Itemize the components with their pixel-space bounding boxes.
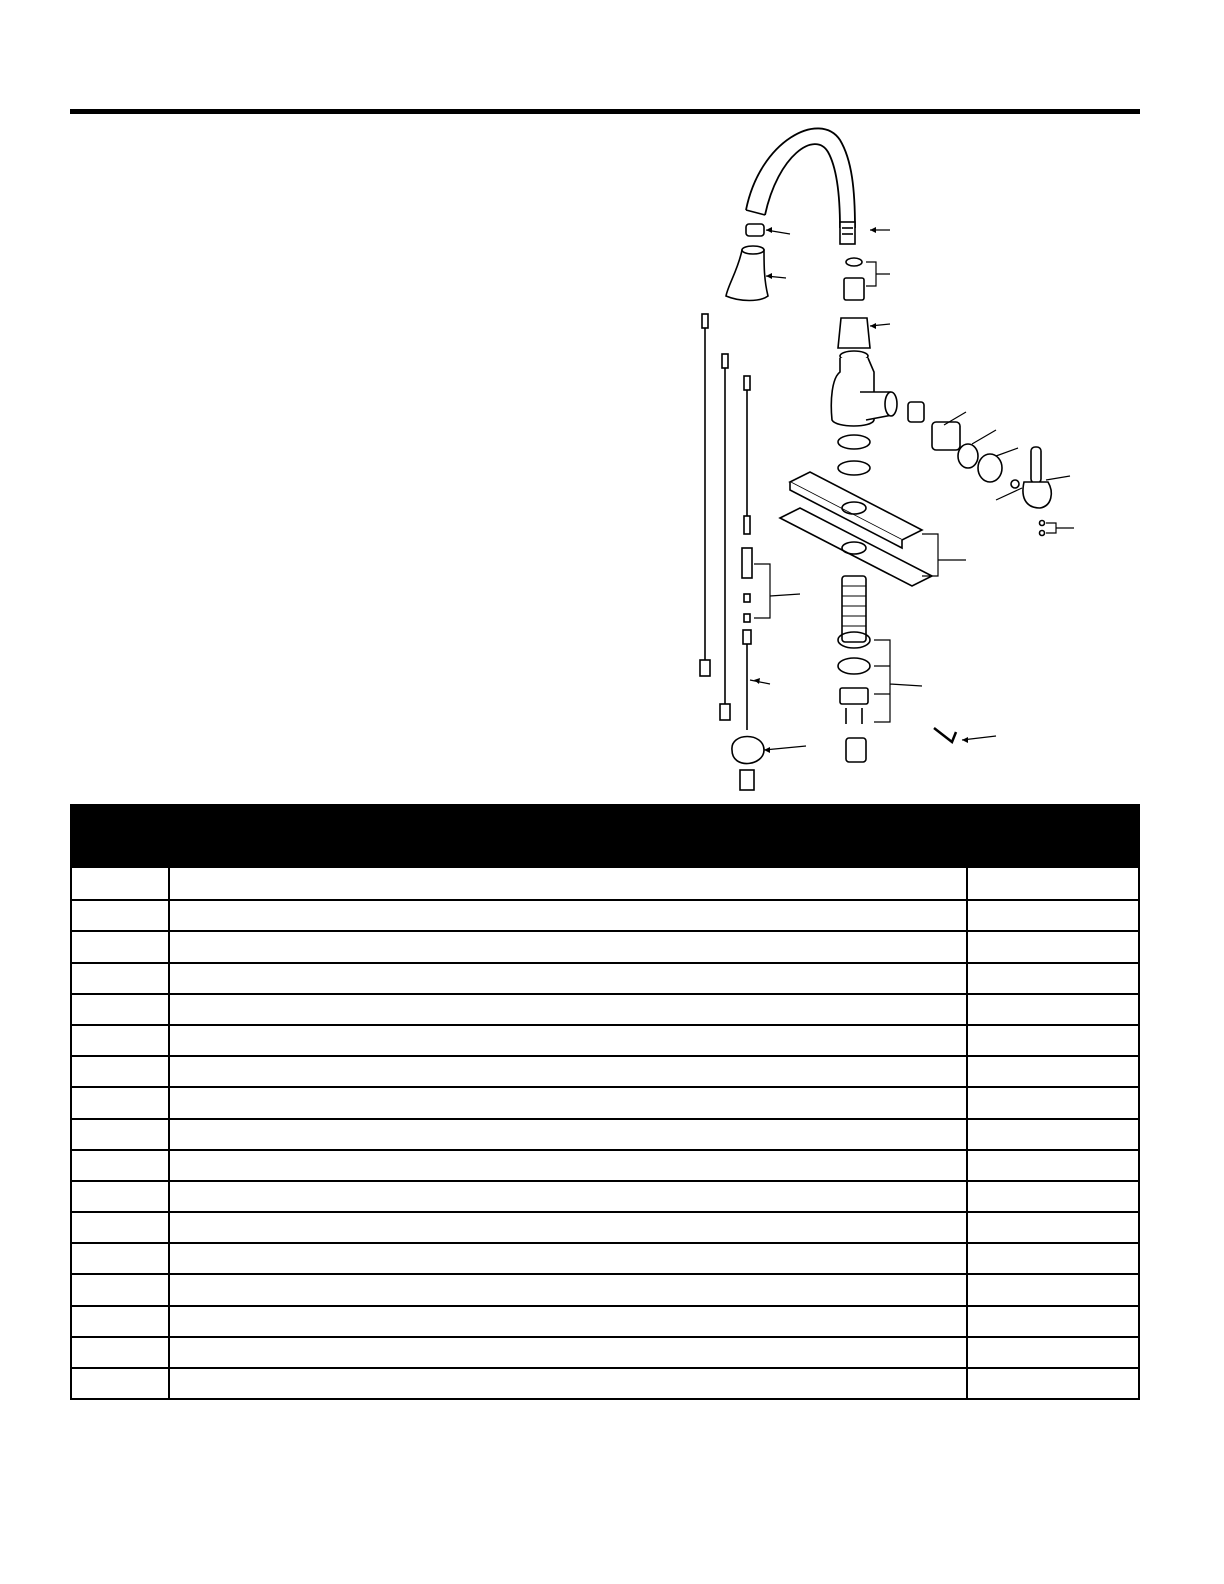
cartridge-nut bbox=[958, 444, 978, 468]
table-row bbox=[72, 1336, 1138, 1367]
part-quantity-cell bbox=[968, 995, 1138, 1024]
part-number-cell bbox=[72, 901, 170, 930]
part-quantity-cell bbox=[968, 1057, 1138, 1086]
table-row bbox=[72, 962, 1138, 993]
table-row bbox=[72, 1242, 1138, 1273]
part-number-cell bbox=[72, 1213, 170, 1242]
part-quantity-cell bbox=[968, 932, 1138, 961]
part-quantity-cell bbox=[968, 1151, 1138, 1180]
part-quantity-cell bbox=[968, 1213, 1138, 1242]
part-description-cell bbox=[170, 1026, 968, 1055]
part-description-cell bbox=[170, 1307, 968, 1336]
part-number-cell bbox=[72, 1369, 170, 1398]
part-description-cell bbox=[170, 1369, 968, 1398]
mounting-washer-lower bbox=[838, 658, 870, 674]
table-row bbox=[72, 1086, 1138, 1117]
part-number-cell bbox=[72, 1088, 170, 1117]
part-quantity-cell bbox=[968, 1088, 1138, 1117]
part-quantity-cell bbox=[968, 1307, 1138, 1336]
part-description-cell bbox=[170, 868, 968, 899]
o-ring bbox=[846, 258, 862, 266]
part-number-cell bbox=[72, 868, 170, 899]
table-row bbox=[72, 1211, 1138, 1242]
part-quantity-cell bbox=[968, 868, 1138, 899]
part-number-cell bbox=[72, 995, 170, 1024]
table-row bbox=[72, 1180, 1138, 1211]
part-description-cell bbox=[170, 964, 968, 993]
part-number-cell bbox=[72, 932, 170, 961]
supply-line-1 bbox=[700, 314, 710, 676]
part-description-cell bbox=[170, 1338, 968, 1367]
part-quantity-cell bbox=[968, 1338, 1138, 1367]
spout-collar bbox=[838, 318, 870, 348]
handle-cap-ring bbox=[978, 454, 1002, 482]
part-number-cell bbox=[72, 1275, 170, 1304]
part-description-cell bbox=[170, 1213, 968, 1242]
part-quantity-cell bbox=[968, 1369, 1138, 1398]
hose bbox=[732, 376, 764, 790]
cartridge bbox=[932, 422, 960, 450]
table-row bbox=[72, 930, 1138, 961]
header-description bbox=[166, 804, 970, 868]
part-description-cell bbox=[170, 1120, 968, 1149]
mounting-bracket bbox=[840, 688, 868, 704]
part-description-cell bbox=[170, 1244, 968, 1273]
part-description-cell bbox=[170, 995, 968, 1024]
table-row bbox=[72, 1305, 1138, 1336]
supply-line-2 bbox=[720, 354, 730, 720]
header-quantity bbox=[970, 804, 1140, 868]
part-number-cell bbox=[72, 1120, 170, 1149]
exploded-faucet-diagram bbox=[660, 110, 1140, 800]
body-gasket-lower bbox=[838, 461, 870, 475]
mounting-nut bbox=[846, 738, 866, 762]
part-description-cell bbox=[170, 1057, 968, 1086]
table-row bbox=[72, 1273, 1138, 1304]
part-quantity-cell bbox=[968, 901, 1138, 930]
part-quantity-cell bbox=[968, 1244, 1138, 1273]
part-quantity-cell bbox=[968, 1275, 1138, 1304]
callout-arrowheads bbox=[754, 227, 968, 753]
table-row bbox=[72, 1118, 1138, 1149]
part-number-cell bbox=[72, 1338, 170, 1367]
part-number-cell bbox=[72, 964, 170, 993]
hex-wrench bbox=[934, 728, 956, 742]
handle bbox=[1011, 447, 1051, 536]
spray-head bbox=[726, 224, 768, 301]
faucet-body bbox=[831, 351, 897, 426]
part-number-cell bbox=[72, 1151, 170, 1180]
part-description-cell bbox=[170, 1088, 968, 1117]
table-row bbox=[72, 1149, 1138, 1180]
table-row bbox=[72, 993, 1138, 1024]
part-description-cell bbox=[170, 1151, 968, 1180]
table-row bbox=[72, 1367, 1138, 1398]
table-row bbox=[72, 868, 1138, 899]
table-body bbox=[70, 868, 1140, 1400]
part-quantity-cell bbox=[968, 1182, 1138, 1211]
part-number-cell bbox=[72, 1057, 170, 1086]
table-row bbox=[72, 1055, 1138, 1086]
table-row bbox=[72, 1024, 1138, 1055]
table-header bbox=[70, 804, 1140, 868]
deck-plate bbox=[780, 472, 932, 586]
part-number-cell bbox=[72, 1307, 170, 1336]
body-gasket-upper bbox=[838, 435, 870, 449]
part-quantity-cell bbox=[968, 964, 1138, 993]
part-description-cell bbox=[170, 932, 968, 961]
parts-table bbox=[70, 804, 1140, 1400]
part-number-cell bbox=[72, 1182, 170, 1211]
part-number-cell bbox=[72, 1026, 170, 1055]
cartridge-adapter bbox=[908, 402, 924, 422]
part-number-cell bbox=[72, 1244, 170, 1273]
part-quantity-cell bbox=[968, 1120, 1138, 1149]
part-quantity-cell bbox=[968, 1026, 1138, 1055]
header-number bbox=[70, 804, 166, 868]
table-row bbox=[72, 899, 1138, 930]
spout-sleeve bbox=[844, 278, 864, 300]
part-description-cell bbox=[170, 1182, 968, 1211]
part-description-cell bbox=[170, 901, 968, 930]
part-description-cell bbox=[170, 1275, 968, 1304]
